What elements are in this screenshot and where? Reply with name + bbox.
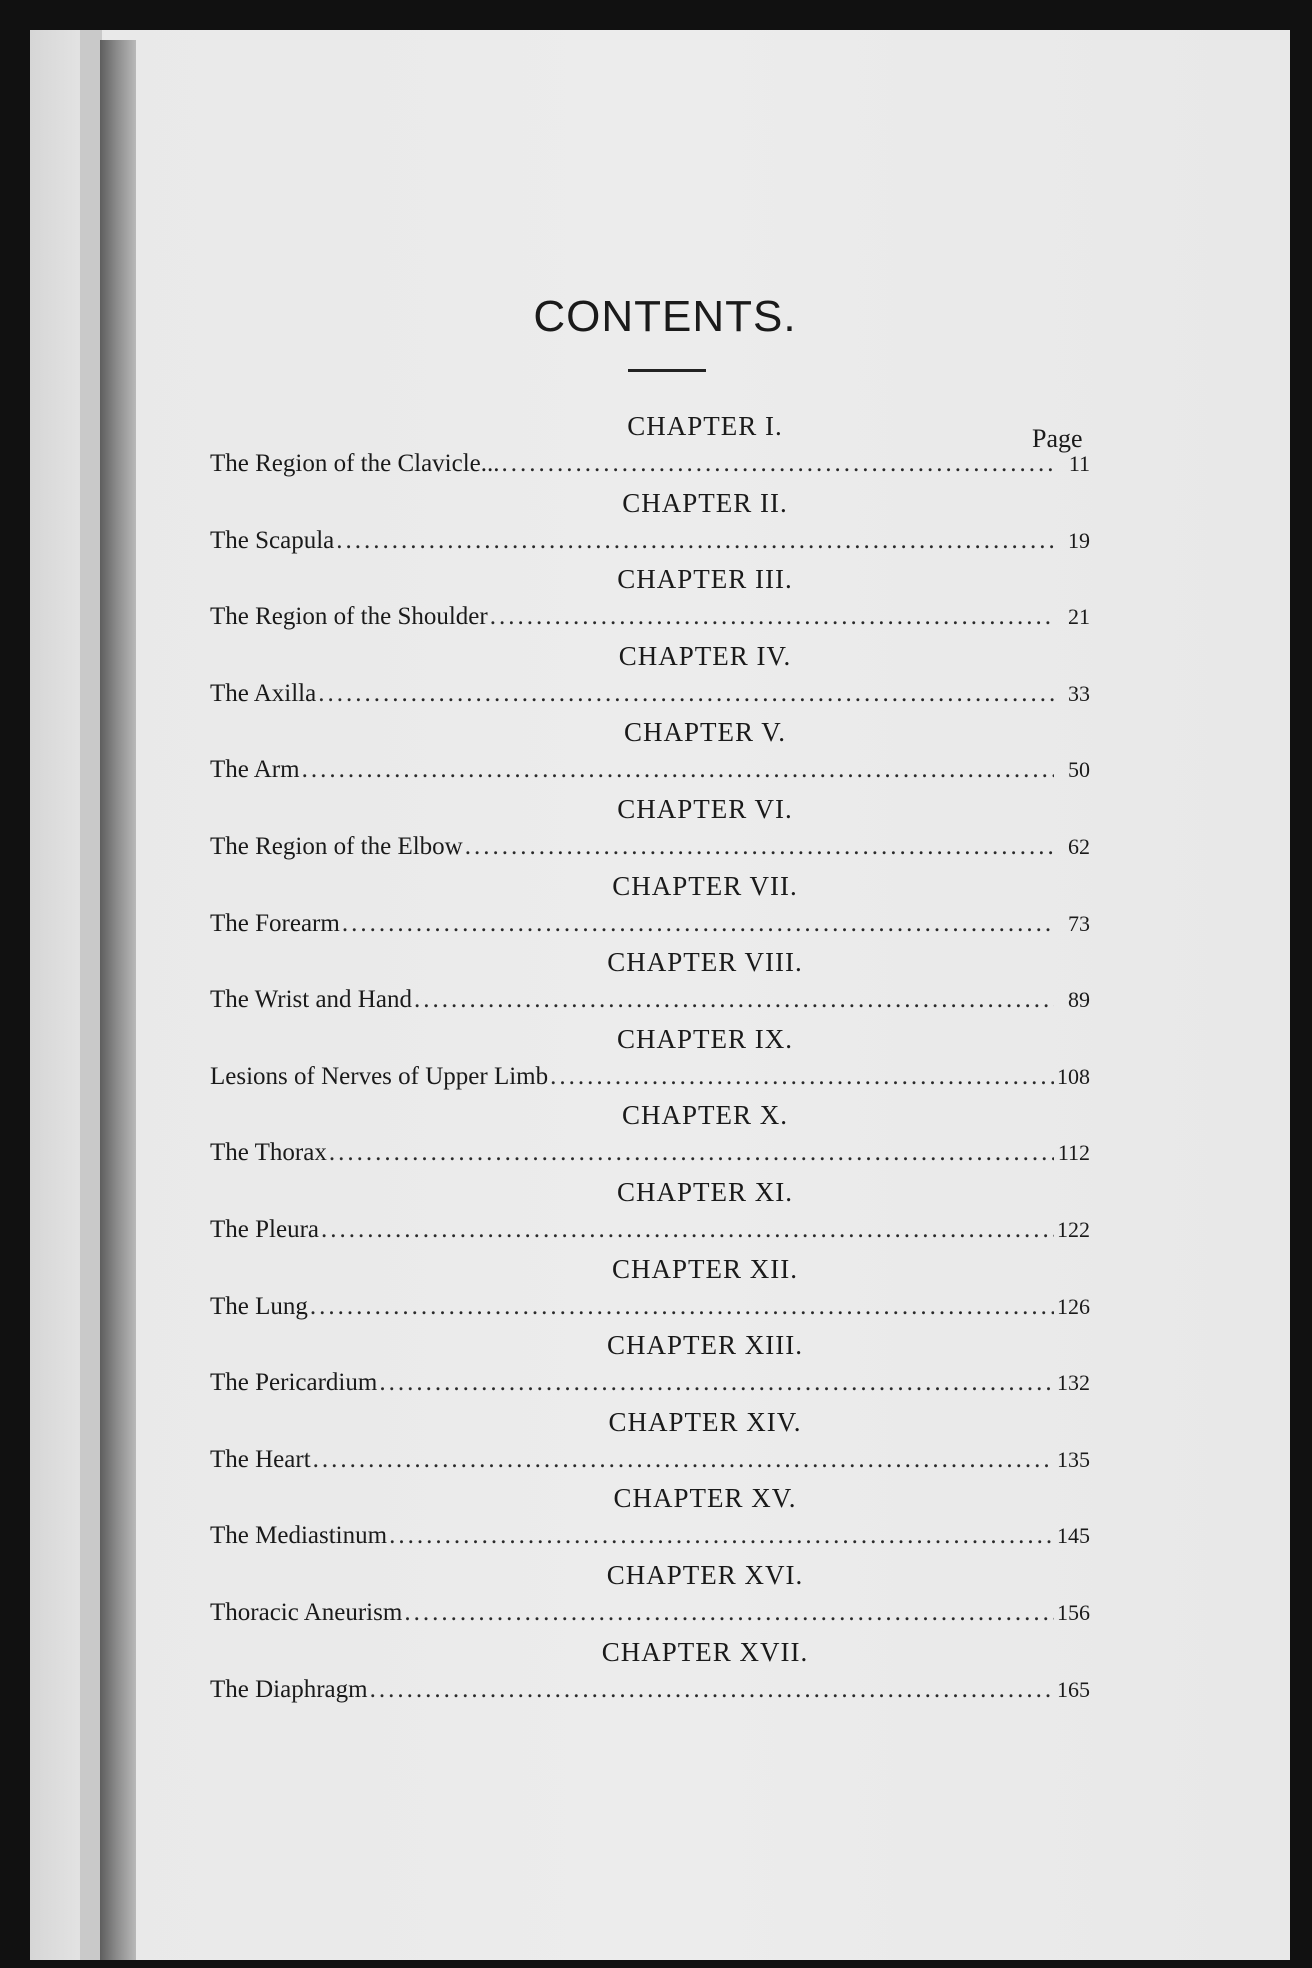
contents-entry — [210, 1363, 1090, 1403]
entry-page-number: 73 — [1068, 910, 1090, 936]
chapter-heading: CHAPTER X. — [621, 1100, 788, 1131]
entry-title: The Pleura — [210, 1215, 319, 1243]
entry-page-number: 156 — [1057, 1599, 1090, 1625]
dot-leader — [313, 1440, 1054, 1480]
entry-title: The Region of the Clavicle... — [210, 450, 500, 477]
entry-page-number: 19 — [1068, 527, 1090, 553]
entry-page-number: 112 — [1057, 1140, 1090, 1166]
dot-leader — [414, 980, 1054, 1020]
chapter-heading: CHAPTER XVII. — [601, 1636, 809, 1667]
contents-entry — [210, 1057, 1090, 1097]
chapter-block — [210, 1557, 1090, 1634]
dot-leader — [404, 1593, 1054, 1633]
page-column-label: Page — [1032, 424, 1083, 453]
dot-leader — [389, 1516, 1054, 1556]
entry-page-number: 33 — [1068, 680, 1090, 706]
dot-leader — [502, 444, 1054, 484]
entry-page-number: 108 — [1057, 1063, 1090, 1089]
contents-entry — [210, 444, 1090, 484]
dot-leader — [329, 1133, 1054, 1173]
chapter-heading: CHAPTER XIV. — [608, 1406, 802, 1437]
dot-leader — [310, 1287, 1054, 1327]
entry-title: The Wrist and Hand — [210, 986, 412, 1014]
contents-entry — [210, 980, 1090, 1020]
chapter-block — [210, 1480, 1090, 1557]
contents-entry — [210, 750, 1090, 790]
entry-page-number: 165 — [1057, 1676, 1090, 1702]
chapter-heading: CHAPTER XI. — [616, 1176, 793, 1207]
chapter-block — [210, 1021, 1090, 1098]
entry-page-number: 135 — [1057, 1446, 1090, 1472]
chapter-block — [210, 1251, 1090, 1328]
chapter-heading: CHAPTER V. — [623, 717, 787, 748]
chapter-block — [210, 638, 1090, 715]
entry-title: The Axilla — [210, 679, 317, 707]
chapter-block — [210, 485, 1090, 562]
chapter-block — [210, 561, 1090, 638]
dot-leader — [379, 1363, 1054, 1403]
chapter-heading: CHAPTER IV. — [618, 640, 792, 671]
contents-heading: CONTENTS. — [533, 292, 797, 341]
entry-title: The Thorax — [210, 1139, 327, 1167]
dot-leader — [336, 521, 1054, 561]
chapter-heading: CHAPTER II. — [622, 487, 788, 518]
entry-title: Lesions of Nerves of Upper Limb — [210, 1062, 549, 1090]
entry-title: The Pericardium — [210, 1369, 378, 1397]
chapter-block — [210, 1327, 1090, 1404]
chapter-heading: CHAPTER I. — [627, 411, 783, 441]
chapter-block — [210, 868, 1090, 945]
contents-entry — [210, 1133, 1090, 1173]
chapter-heading: CHAPTER XV. — [613, 1483, 797, 1514]
entry-page-number: 122 — [1057, 1216, 1090, 1242]
entry-title: The Mediastinum — [210, 1522, 388, 1550]
contents-entry — [210, 827, 1090, 867]
entry-title: Thoracic Aneurism — [210, 1598, 403, 1626]
chapter-block — [210, 714, 1090, 791]
dot-leader — [490, 597, 1054, 637]
contents-list — [210, 408, 1090, 1710]
contents-entry — [210, 1516, 1090, 1556]
entry-page-number: 11 — [1068, 451, 1090, 476]
dot-leader — [342, 904, 1054, 944]
entry-page-number: 126 — [1057, 1293, 1090, 1319]
heading-rule — [628, 369, 706, 372]
contents-entry — [210, 904, 1090, 944]
entry-title: The Scapula — [210, 526, 335, 554]
chapter-heading: CHAPTER XII. — [612, 1253, 798, 1284]
chapter-block — [210, 1097, 1090, 1174]
contents-entry — [210, 597, 1090, 637]
chapter-block — [210, 408, 1090, 485]
dot-leader — [321, 1210, 1054, 1250]
contents-entry — [210, 1670, 1090, 1710]
chapter-block — [210, 791, 1090, 868]
entry-title: The Region of the Elbow — [210, 832, 463, 860]
contents-entry — [210, 521, 1090, 561]
entry-title: The Forearm — [210, 909, 340, 937]
chapter-heading: CHAPTER XVI. — [606, 1559, 804, 1590]
entry-title: The Diaphragm — [210, 1675, 368, 1703]
entry-page-number: 132 — [1057, 1370, 1090, 1396]
dot-leader — [465, 827, 1054, 867]
dot-leader — [550, 1057, 1054, 1097]
chapter-block — [210, 1174, 1090, 1251]
contents-entry — [210, 1593, 1090, 1633]
entry-title: The Arm — [210, 756, 300, 784]
dot-leader — [302, 750, 1054, 790]
entry-title: The Region of the Shoulder — [210, 603, 488, 631]
dot-leader — [370, 1670, 1054, 1710]
entry-page-number: 50 — [1068, 757, 1090, 783]
chapter-heading: CHAPTER III. — [617, 564, 793, 595]
chapter-block — [210, 944, 1090, 1021]
contents-entry — [210, 674, 1090, 714]
contents-entry — [210, 1440, 1090, 1480]
chapter-heading: CHAPTER VIII. — [607, 947, 803, 978]
entry-page-number: 21 — [1068, 604, 1090, 630]
chapter-heading: CHAPTER IX. — [616, 1023, 793, 1054]
entry-page-number: 62 — [1068, 833, 1090, 859]
chapter-block — [210, 1634, 1090, 1711]
dot-leader — [318, 674, 1054, 714]
entry-title: The Heart — [210, 1445, 311, 1473]
contents-entry — [210, 1210, 1090, 1250]
entry-title: The Lung — [210, 1292, 308, 1320]
chapter-heading: CHAPTER VI. — [617, 793, 793, 824]
chapter-block — [210, 1404, 1090, 1481]
chapter-heading: CHAPTER VII. — [612, 870, 798, 901]
contents-entry — [210, 1287, 1090, 1327]
chapter-heading: CHAPTER XIII. — [607, 1330, 803, 1361]
entry-page-number: 145 — [1057, 1523, 1090, 1549]
entry-page-number: 89 — [1068, 987, 1090, 1013]
